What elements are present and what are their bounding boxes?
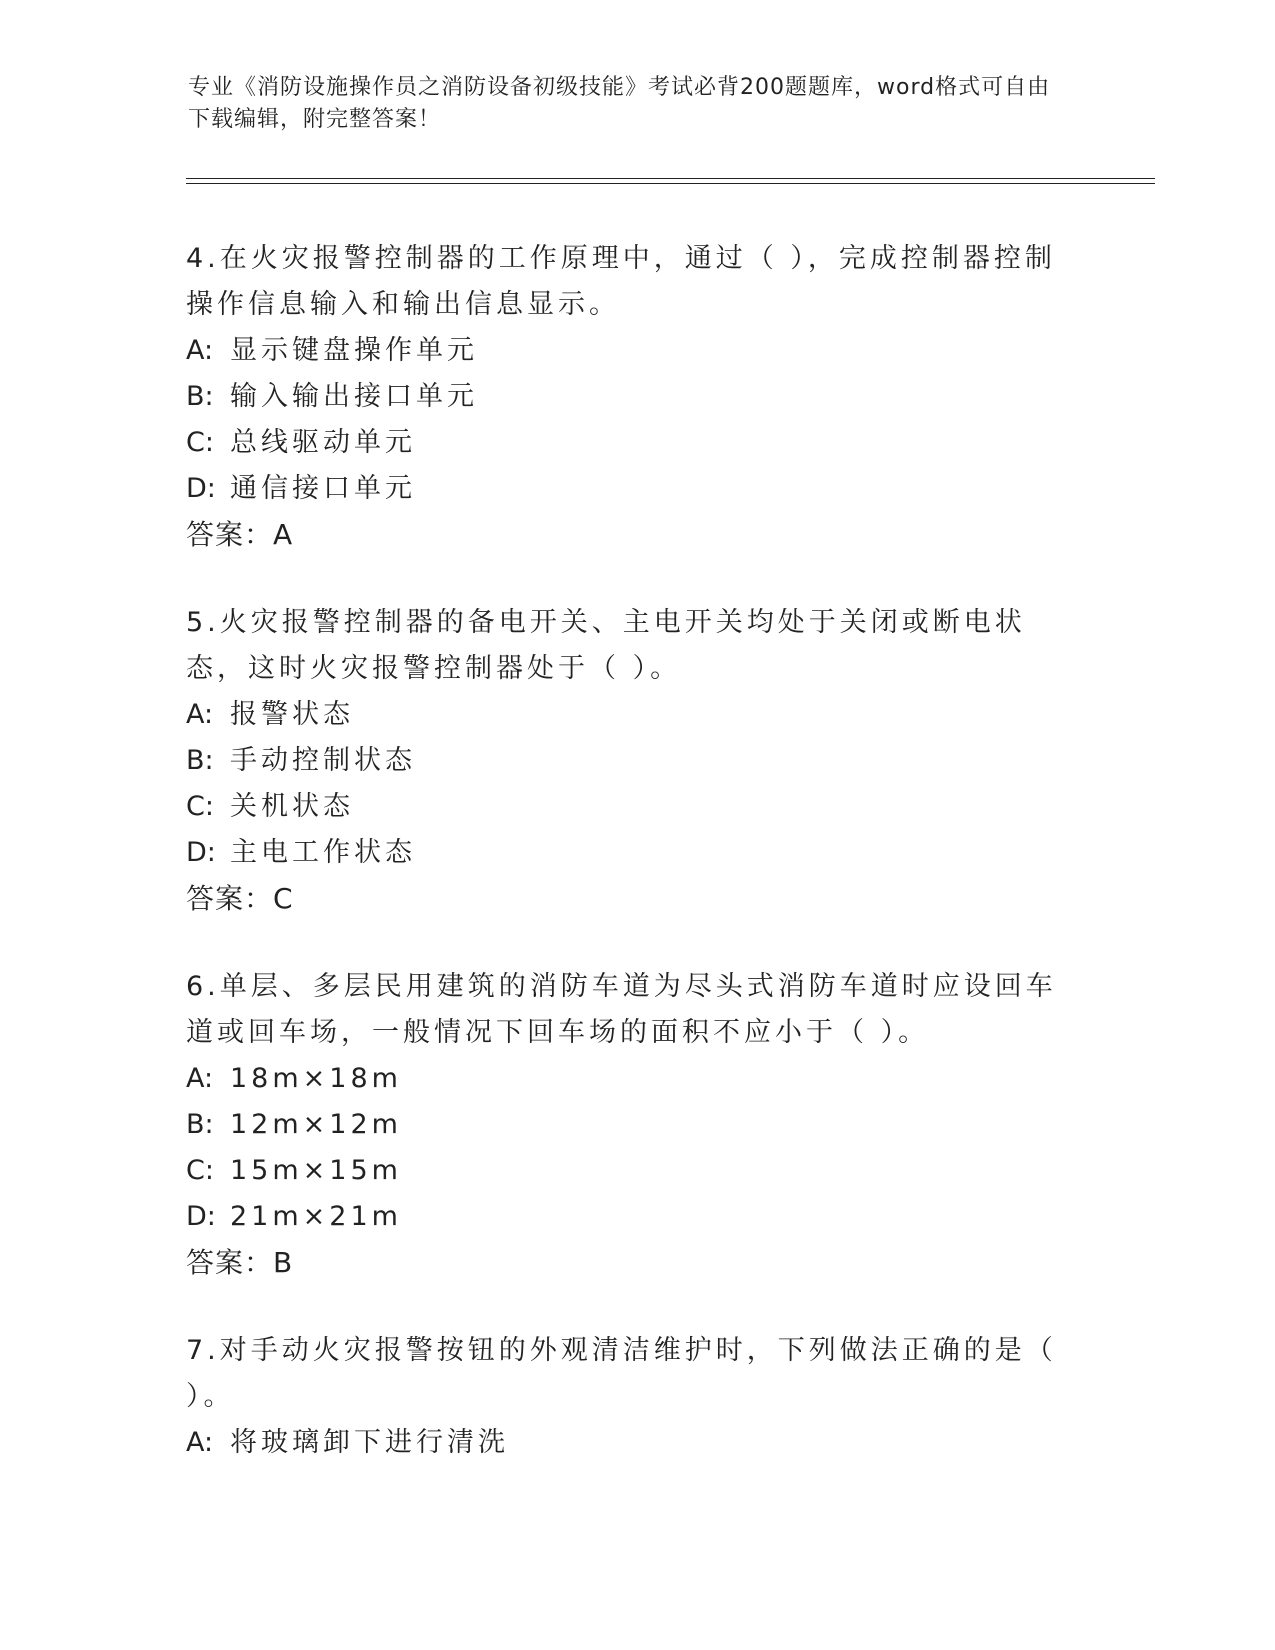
option-b <box>186 1102 1086 1148</box>
answer-line: 答案：B <box>186 1246 294 1279</box>
option-letter: A: <box>186 1063 214 1094</box>
option-text: 显示键盘操作单元 <box>230 335 478 366</box>
option-text: 报警状态 <box>230 699 354 730</box>
option-letter: C: <box>186 1155 214 1186</box>
option-b <box>186 738 1086 784</box>
question-list <box>186 236 1086 1508</box>
option-letter: A: <box>186 335 214 366</box>
question-5 <box>186 600 1086 922</box>
option-letter: B: <box>186 381 214 412</box>
option-letter: A: <box>186 699 214 730</box>
question-4 <box>186 236 1086 558</box>
option-text: 18m×18m <box>230 1063 402 1094</box>
option-text: 主电工作状态 <box>230 837 416 868</box>
option-letter: B: <box>186 1109 214 1140</box>
option-c <box>186 784 1086 830</box>
option-text: 12m×12m <box>230 1109 402 1140</box>
option-d <box>186 830 1086 876</box>
option-a <box>186 1420 1086 1466</box>
question-stem: 6.单层、多层民用建筑的消防车道为尽头式消防车道时应设回车道或回车场，一般情况下回车场的面积不应小于（ ）。 <box>186 971 1057 1048</box>
option-text: 15m×15m <box>230 1155 402 1186</box>
option-a <box>186 692 1086 738</box>
option-d <box>186 1194 1086 1240</box>
option-letter: B: <box>186 745 214 776</box>
answer-line: 答案：C <box>186 882 294 915</box>
option-text: 手动控制状态 <box>230 745 416 776</box>
option-d <box>186 466 1086 512</box>
answer-line: 答案：A <box>186 518 294 551</box>
option-text: 总线驱动单元 <box>230 427 416 458</box>
option-text: 输入输出接口单元 <box>230 381 478 412</box>
option-text: 21m×21m <box>230 1201 402 1232</box>
header-title: 专业《消防设施操作员之消防设备初级技能》考试必背200题题库，word格式可自由下载编辑，附完整答案！ <box>188 75 1051 132</box>
option-letter: D: <box>186 1201 216 1232</box>
option-text: 关机状态 <box>230 791 354 822</box>
option-letter: A: <box>186 1427 214 1458</box>
document-header <box>188 72 1068 136</box>
option-a <box>186 328 1086 374</box>
option-c <box>186 1148 1086 1194</box>
option-text: 通信接口单元 <box>230 473 416 504</box>
question-stem: 7.对手动火灾报警按钮的外观清洁维护时，下列做法正确的是（ ）。 <box>186 1335 1057 1412</box>
option-c <box>186 420 1086 466</box>
option-letter: C: <box>186 791 214 822</box>
question-6 <box>186 964 1086 1286</box>
option-letter: C: <box>186 427 214 458</box>
option-text: 将玻璃卸下进行清洗 <box>230 1427 509 1458</box>
question-stem: 5.火灾报警控制器的备电开关、主电开关均处于关闭或断电状态，这时火灾报警控制器处于（ ）。 <box>186 607 1026 684</box>
option-letter: D: <box>186 837 216 868</box>
question-7 <box>186 1328 1086 1466</box>
option-b <box>186 374 1086 420</box>
option-letter: D: <box>186 473 216 504</box>
question-stem: 4.在火灾报警控制器的工作原理中，通过（ ），完成控制器控制操作信息输入和输出信息显示。 <box>186 243 1056 320</box>
header-divider <box>186 178 1155 184</box>
option-a <box>186 1056 1086 1102</box>
